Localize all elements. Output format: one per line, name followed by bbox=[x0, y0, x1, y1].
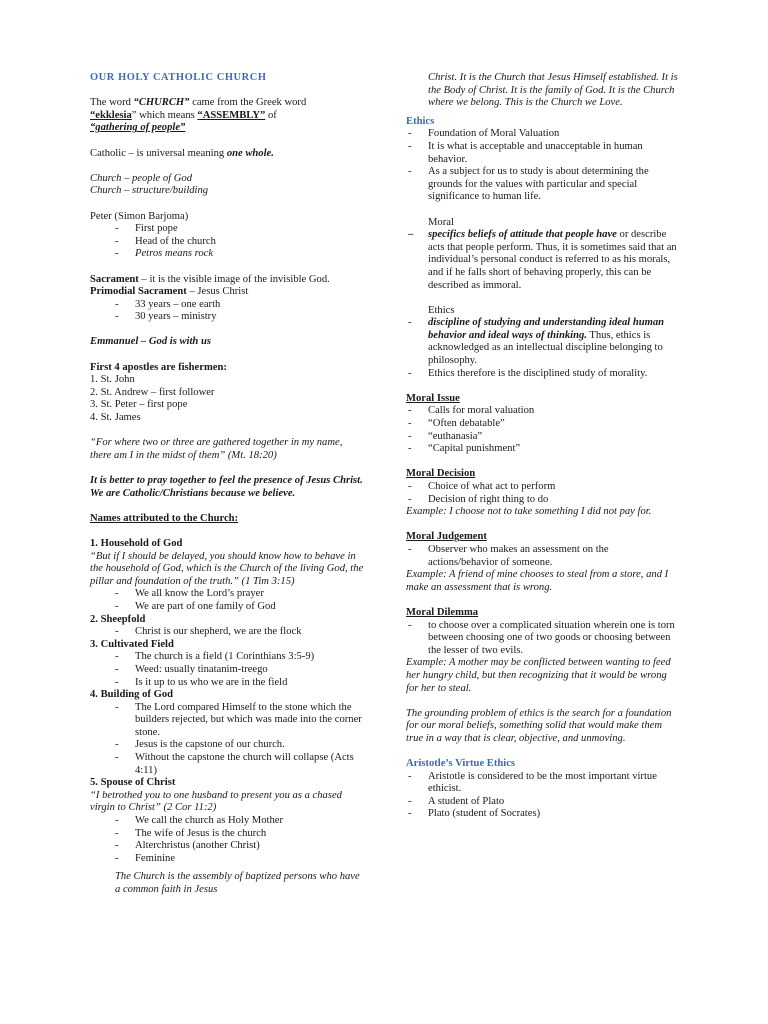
primodial-definition: Primodial Sacrament – Jesus Christ bbox=[90, 286, 249, 298]
moral-decision-example: Example: I choose not to take something I did not pay for. bbox=[406, 506, 652, 518]
list-item: - “Often debatable” bbox=[406, 418, 678, 431]
list-item: - Jesus is the capstone of our church. bbox=[90, 739, 366, 752]
moral-dilemma-list bbox=[406, 620, 678, 658]
ethics-second-list bbox=[406, 317, 678, 380]
church-assembly-text: The Church is the assembly of baptized persons who have a common faith in Jesus bbox=[115, 871, 360, 895]
emmanuel-line: Emmanuel – God is with us bbox=[90, 336, 211, 348]
moral-decision-heading: Moral Decision bbox=[406, 468, 476, 480]
list-item: - Weed: usually tinatanim-treego bbox=[90, 664, 366, 677]
primodial-list bbox=[90, 299, 366, 324]
sacrament-definition: Sacrament – it is the visible image of the invisible God. bbox=[90, 273, 330, 285]
building-heading: 4. Building of God bbox=[90, 689, 174, 701]
list-item: - Christ is our shepherd, we are the flock bbox=[90, 626, 366, 639]
household-heading: 1. Household of God bbox=[90, 537, 183, 549]
list-item: - Plato (student of Socrates) bbox=[406, 808, 678, 821]
church-people-line: Church – people of God bbox=[90, 172, 193, 184]
list-item: - We all know the Lord’s prayer bbox=[90, 588, 366, 601]
building-list bbox=[90, 702, 366, 778]
moral-heading: Moral bbox=[428, 216, 454, 228]
church-continuation-text: Christ. It is the Church that Jesus Himself established. It is the Body of Christ. It is the family of God. It is the Church where we belong. This is the Church we Love. bbox=[428, 72, 678, 109]
spouse-heading: 5. Spouse of Christ bbox=[90, 777, 176, 789]
spouse-list bbox=[90, 815, 366, 865]
list-item: - We call the church as Holy Mother bbox=[90, 815, 366, 828]
cultivated-heading: 3. Cultivated Field bbox=[90, 638, 174, 650]
moral-list bbox=[406, 229, 678, 292]
matthew-quote: “For where two or three are gathered together in my name, there am I in the midst of them” (Mt. 18:20) bbox=[90, 437, 343, 461]
peter-list bbox=[90, 223, 366, 261]
list-item: - to choose over a complicated situation wherein one is torn between choosing one of two goods or choosing between the lesser of two evils. bbox=[406, 620, 678, 658]
list-item: - Choice of what act to perform bbox=[406, 481, 678, 494]
left-column bbox=[90, 72, 366, 897]
moral-issue-list bbox=[406, 405, 678, 455]
list-item: - It is what is acceptable and unacceptable in human behavior. bbox=[406, 141, 678, 166]
list-item: - 33 years – one earth bbox=[90, 299, 366, 312]
cultivated-list bbox=[90, 651, 366, 689]
list-item: - “Capital punishment” bbox=[406, 443, 678, 456]
aristotle-heading: Aristotle’s Virtue Ethics bbox=[406, 758, 516, 770]
page-title: OUR HOLY CATHOLIC CHURCH bbox=[90, 72, 267, 83]
list-item: 3. St. Peter – first pope bbox=[90, 399, 188, 411]
spouse-quote: “I betrothed you to one husband to present you as a chased virgin to Christ” (2 Cor 11:2) bbox=[90, 789, 342, 814]
aristotle-list bbox=[406, 771, 678, 821]
sheepfold-list bbox=[90, 626, 366, 639]
list-item: - Head of the church bbox=[90, 236, 366, 249]
list-item: - Is it up to us who we are in the field bbox=[90, 677, 366, 690]
moral-dilemma-example: Example: A mother may be conflicted between wanting to feed her hungry child, but then recognizing that it would be wrong for her to steal. bbox=[406, 657, 671, 694]
moral-dilemma-heading: Moral Dilemma bbox=[406, 606, 479, 618]
apostles-heading: First 4 apostles are fishermen: bbox=[90, 361, 227, 373]
list-item: - Ethics therefore is the disciplined study of morality. bbox=[406, 368, 678, 381]
moral-issue-heading: Moral Issue bbox=[406, 392, 460, 404]
list-item: 4. St. James bbox=[90, 412, 141, 424]
list-item: - A student of Plato bbox=[406, 796, 678, 809]
list-item: - The Lord compared Himself to the stone which the builders rejected, but which was made into the corner stone. bbox=[90, 702, 366, 740]
list-item: 1. St. John bbox=[90, 374, 135, 386]
list-item: - The wife of Jesus is the church bbox=[90, 828, 366, 841]
list-item: - First pope bbox=[90, 223, 366, 236]
church-structure-line: Church – structure/building bbox=[90, 185, 209, 197]
list-item: - As a subject for us to study is about determining the grounds for the values with particular and special significance to human life. bbox=[406, 166, 678, 204]
peter-heading: Peter (Simon Barjoma) bbox=[90, 210, 189, 222]
pray-together-statement: It is better to pray together to feel the presence of Jesus Christ. We are Catholic/Christians because we believe. bbox=[90, 475, 363, 499]
church-intro: The word “CHURCH” came from the Greek word “ekklesia” which means “ASSEMBLY” of “gathering of people” bbox=[90, 97, 307, 134]
list-item: - discipline of studying and understanding ideal human behavior and ideal ways of thinking. Thus, ethics is acknowledged as an intellectual discipline belonging to philosophy. bbox=[406, 317, 678, 367]
list-item: - We are part of one family of God bbox=[90, 601, 366, 614]
household-list bbox=[90, 588, 366, 613]
list-item: - Aristotle is considered to be the most important virtue ethicist. bbox=[406, 771, 678, 796]
list-item: - Without the capstone the church will collapse (Acts 4:11) bbox=[90, 752, 366, 777]
ethics-second-heading: Ethics bbox=[428, 304, 455, 316]
list-item: - Decision of right thing to do bbox=[406, 494, 678, 507]
moral-judgement-list bbox=[406, 544, 678, 569]
list-item: – specifics beliefs of attitude that people have or describe acts that people perform. Thus, it is sometimes said that an individual’s personal conduct is referred to as his morals, and if he falls short of behaving properly, this can be described as immoral. bbox=[406, 229, 678, 292]
household-quote: “But if I should be delayed, you should know how to behave in the household of God, which is the Church of the living God, the pillar and foundation of the truth.” (1 Tim 3:15) bbox=[90, 550, 364, 587]
names-heading: Names attributed to the Church: bbox=[90, 512, 239, 524]
list-item: - The church is a field (1 Corinthians 3:5-9) bbox=[90, 651, 366, 664]
list-item: - Alterchristus (another Christ) bbox=[90, 840, 366, 853]
list-item: - “euthanasia” bbox=[406, 431, 678, 444]
catholic-definition: Catholic – is universal meaning one whole. bbox=[90, 147, 274, 159]
ethics-heading: Ethics bbox=[406, 115, 435, 127]
list-item: - Feminine bbox=[90, 853, 366, 866]
list-item: - 30 years – ministry bbox=[90, 311, 366, 324]
sheepfold-heading: 2. Sheepfold bbox=[90, 613, 146, 625]
list-item: 2. St. Andrew – first follower bbox=[90, 386, 215, 398]
right-column bbox=[406, 72, 678, 821]
moral-judgement-heading: Moral Judgement bbox=[406, 531, 487, 543]
moral-judgement-example: Example: A friend of mine chooses to steal from a store, and I make an assessment that is wrong. bbox=[406, 569, 669, 593]
list-item: - Petros means rock bbox=[90, 248, 366, 261]
list-item: - Calls for moral valuation bbox=[406, 405, 678, 418]
moral-decision-list bbox=[406, 481, 678, 506]
list-item: - Foundation of Moral Valuation bbox=[406, 128, 678, 141]
grounding-problem-text: The grounding problem of ethics is the search for a foundation for our moral beliefs, something solid that would make them true in a way that is clear, objective, and unmoving. bbox=[406, 707, 672, 744]
list-item: - Observer who makes an assessment on the actions/behavior of someone. bbox=[406, 544, 678, 569]
ethics-list bbox=[406, 128, 678, 204]
